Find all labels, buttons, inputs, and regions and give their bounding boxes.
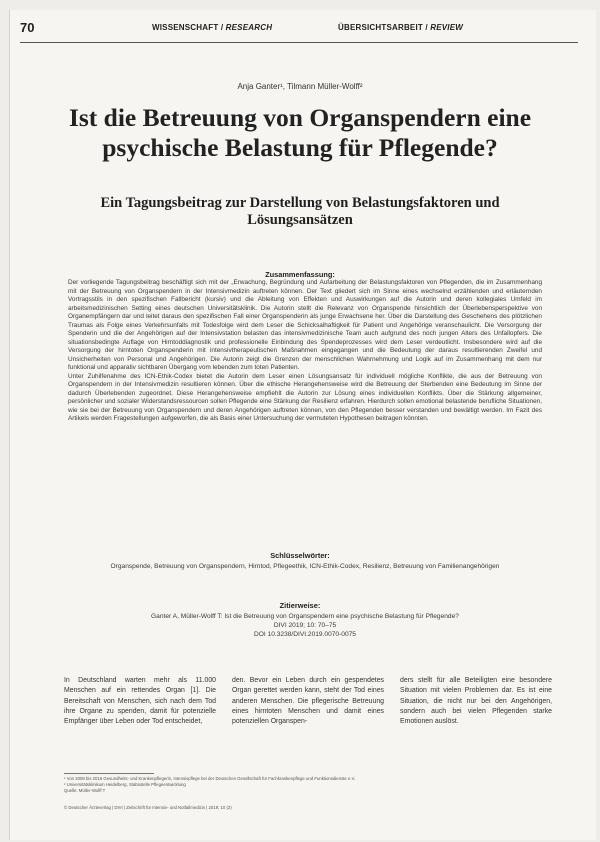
abstract-paragraph: Unter Zuhilfenahme des ICN-Ethik-Codex bietet die Autorin dem Leser einen Lösungsansatz für individuell mögliche Konflikte, die aus der Betreuung von Organspendern in der Intensivmedizin resultieren können. Über die ethische Herangehensweise wird die Betreuung der Sterbenden eine Bedeutung im Sinne der dadurch Überlebenden zugeordnet. Diese Herangehensweise empfiehlt die Autorin zur Lösung eines individuellen Konflikts. Über die Stärkung allgemeiner, persönlicher und sozialer Widerstandsressourcen sollen Pflegende eine Stärkung der Resilienz erfahren. Hierdurch sollen emotional belastende berufliche Situationen, wie sie bei der Betreuung von Organspendern und deren Angehörigen auftreten können, von den Pflegenden besser verstanden und bewältigt werden. Im Fazit des Artikels werden Fragestellungen aufgeworfen, die als Basis einer Untersuchung der vermuteten Hypothesen beitragen könnten. <box>68 372 542 422</box>
abstract-body <box>68 279 542 454</box>
keywords-heading: Schlüsselwörter: <box>270 551 330 560</box>
footnote: Quelle: Müller-Wolff T <box>64 788 106 793</box>
abstract-paragraph: Der vorliegende Tagungsbeitrag beschäftigt sich mit der „Erwachung, Begründung und Aufarbeitung der Belastungsfaktoren von Pflegenden, die im Zusammenhang mit der Betreuung von Organspendern in der Intensivmedizin auftreten können. Der Text gliedert sich im Sinne eines wechselnd erzählenden und erläuternden Vortragsstils in den spezifischen Fallbericht (kursiv) und die Ableitung von Effekten und Auswirkungen auf die Autorin und deren kollegiales Umfeld im arbeitsmedizinischen Setting eines deutschen Universitätsklinik. Die Autorin stellt die Relevanz von Organspende hinsichtlich der Überlebensperspektive von Organempfängern dar und leitet daraus den spezifischen Fall einer Organspenderin als junge Erwachsene her. Über die Darstellung des Geschehens des plötzlichen Traumas als Folge eines Verkehrsunfalls mit Todesfolge wird dem Leser die Schicksalhaftigkeit für Patient und Angehörige veranschaulicht. Die Versorgung der Spenderin und die der Angehörigen auf der Intensivstation belasten das intensivmedizinische Team auch aufgrund des noch jungen Alters des Unfallopfers. Die situationsbedingte Auflage von Hirntoddiagnostik und professionelle Einbindung des Spendeprozesses wird dem Leser verdeutlicht. Insbesondere wird auf die Versorgung der hirntoten Organspenderin mit intensivtherapeutischen Maßnahmen eingegangen und die Bedeutung der daraus resultierenden Zweifel und Unsicherheiten von Personal und Angehörigen. Die Autorin zeigt die Grenzen der menschlichen Wahrnehmung und Logik auf im Zusammenhang mit dem nur funktional und apparativ sichtbaren Übergang vom lebenden zum toten Patienten. <box>68 279 542 371</box>
citation-line: Ganter A, Müller-Wolff T: Ist die Betreuung von Organspendern eine psychische Belastung für Pflegende? <box>151 613 459 620</box>
header-rule <box>20 42 578 43</box>
footnote-rule <box>64 773 154 774</box>
section-label: WISSENSCHAFT / RESEARCH <box>152 23 273 32</box>
page-header <box>20 20 578 42</box>
copyright-line: © Deutscher Ärzteverlag | DIVI | Zeitschrift für Intensiv- und Notfallmedizin | 2019; 10 (2) <box>64 805 232 810</box>
article-subtitle: Ein Tagungsbeitrag zur Darstellung von Belastungsfaktoren und Lösungsansätzen <box>100 195 500 228</box>
text-column: In Deutschland warten mehr als 11.000 Menschen auf ein rettendes Organ [1]. Die Bereitschaft von Menschen, sich nach dem Tod ihre Organe zu spenden, damit für potenzielle Empfänger über Leben oder Tod entscheidet, <box>64 677 216 726</box>
citation-line: DIVI 2019; 10: 70–75 <box>273 622 337 629</box>
page-number: 70 <box>20 20 35 35</box>
footnote: ¹ Von 2008 bis 2016 Gesundheits- und Krankenpflegerin, Intensivpflege bei der Deutschen Gesellschaft für Fachkrankenpflege und Funktionsdienste e.V. <box>64 776 356 781</box>
article-title: Ist die Betreuung von Organspendern eine psychische Belastung für Pflegende? <box>68 103 532 162</box>
authors: Anja Ganter¹, Tilmann Müller-Wolff² <box>237 82 363 91</box>
article-type-label: ÜBERSICHTSARBEIT / REVIEW <box>338 23 464 32</box>
footnote: ² Universitätsklinikum Heidelberg, Stabsstelle Pflegeentwicklung <box>64 782 186 787</box>
footnotes <box>64 776 552 794</box>
keywords-text: Organspende, Betreuung von Organspendern, Hirntod, Pflegeethik, ICN-Ethik-Codex, Resilienz, Betreuung von Familienangehörigen <box>110 563 500 570</box>
citation-text <box>70 612 540 639</box>
text-column: den. Bevor ein Leben durch ein gespendetes Organ gerettet werden kann, steht der Tod eines anderen Menschen. Die pflegerische Betreuung eines hirntoten Menschen und damit eines potenziellen Organspen- <box>232 677 384 726</box>
citation-heading: Zitierweise: <box>279 601 321 610</box>
body-text <box>64 676 552 746</box>
abstract-heading: Zusammenfassung: <box>265 270 335 279</box>
text-column: ders stellt für alle Beteiligten eine besondere Situation mit vielen Problemen dar. Es ist eine Situation, die nicht nur bei den Angehörigen, sondern auch bei vielen Pflegenden starke Emotionen auslöst. <box>400 677 552 726</box>
citation-line: DOI 10.3238/DIVI.2019.0070-0075 <box>254 631 356 638</box>
